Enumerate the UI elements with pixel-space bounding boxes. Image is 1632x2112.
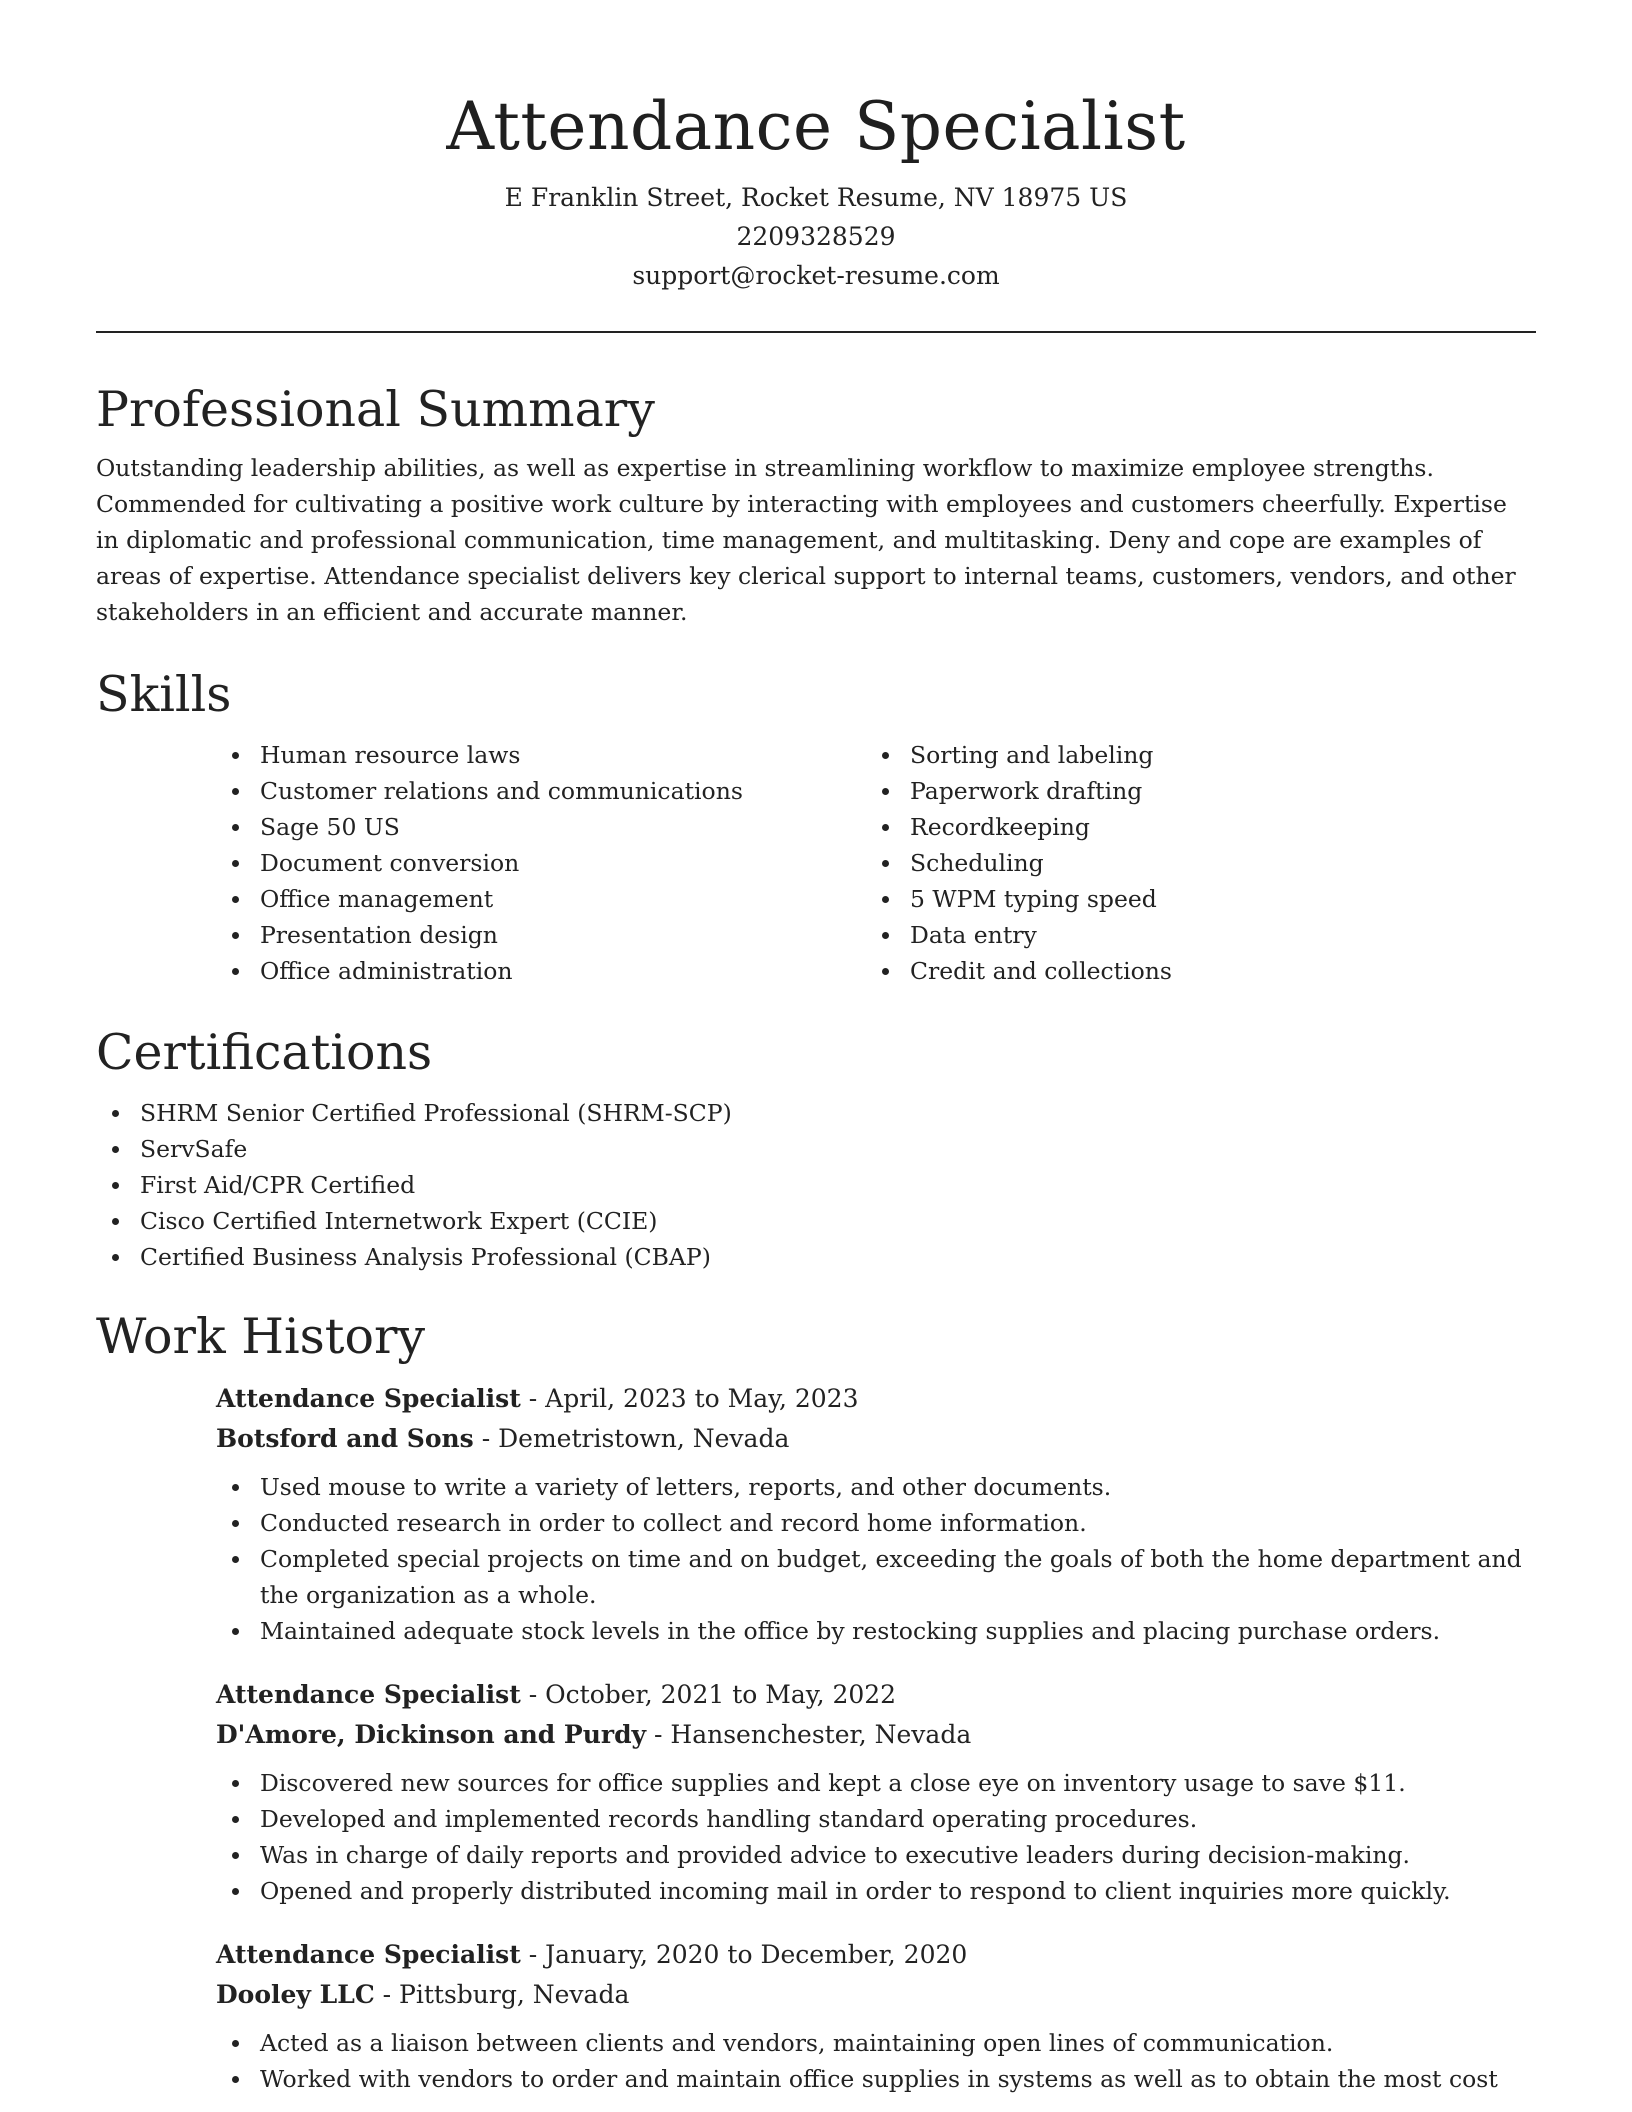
job-location: - Demetristown, Nevada <box>473 1424 790 1453</box>
job-bullet: Discovered new sources for office supplies and kept a close eye on inventory usage to save $11. <box>260 1765 1536 1801</box>
skill-item: Sage 50 US <box>260 809 866 845</box>
page-title: Attendance Specialist <box>446 88 1186 165</box>
job-bullets <box>216 1469 1536 1649</box>
skills-column-right <box>866 737 1516 989</box>
skills-columns <box>216 737 1536 989</box>
skill-item: Credit and collections <box>910 953 1516 989</box>
summary-heading: Professional Summary <box>96 381 655 438</box>
job-company-line <box>216 1975 1536 2015</box>
skill-item: Sorting and labeling <box>910 737 1516 773</box>
skill-item: Office management <box>260 881 866 917</box>
certifications-list <box>96 1095 1536 1275</box>
email-link[interactable]: support@rocket-resume.com <box>632 261 1000 290</box>
skill-item: Data entry <box>910 917 1516 953</box>
skills-section <box>96 665 1536 989</box>
job-bullet: Developed and implemented records handling standard operating procedures. <box>260 1801 1536 1837</box>
skill-item: Office administration <box>260 953 866 989</box>
job-bullet: Maintained adequate stock levels in the office by restocking supplies and placing purchase orders. <box>260 1613 1536 1649</box>
job-dates: - January, 2020 to December, 2020 <box>520 1940 968 1969</box>
skills-column-left <box>216 737 866 989</box>
summary-section <box>96 380 1536 630</box>
job-entry <box>216 1675 1536 1909</box>
certification-item: ServSafe <box>140 1131 1536 1167</box>
job-bullet: Opened and properly distributed incoming mail in order to respond to client inquiries more quickly. <box>260 1873 1536 1909</box>
certification-item: First Aid/CPR Certified <box>140 1167 1536 1203</box>
certification-item: Certified Business Analysis Professional (CBAP) <box>140 1239 1536 1275</box>
skill-item: Document conversion <box>260 845 866 881</box>
skill-item: Scheduling <box>910 845 1516 881</box>
job-bullet: Conducted research in order to collect and record home information. <box>260 1505 1536 1541</box>
resume-page <box>96 0 1536 2093</box>
job-company-line <box>216 1715 1536 1755</box>
job-bullet: Used mouse to write a variety of letters, reports, and other documents. <box>260 1469 1536 1505</box>
job-bullets <box>216 1765 1536 1909</box>
header-divider <box>96 331 1536 333</box>
certification-item: SHRM Senior Certified Professional (SHRM-SCP) <box>140 1095 1536 1131</box>
skill-item: 5 WPM typing speed <box>910 881 1516 917</box>
job-role: Attendance Specialist <box>216 1384 521 1413</box>
certification-item: Cisco Certified Internetwork Expert (CCIE) <box>140 1203 1536 1239</box>
address: E Franklin Street, Rocket Resume, NV 18975 US <box>504 183 1128 212</box>
skill-item: Paperwork drafting <box>910 773 1516 809</box>
skills-heading: Skills <box>96 666 232 723</box>
job-title-line <box>216 1935 1536 1975</box>
job-company: D'Amore, Dickinson and Purdy <box>216 1720 647 1749</box>
skill-item: Recordkeeping <box>910 809 1516 845</box>
work-history-section <box>96 1307 1536 2097</box>
job-location: - Hansenchester, Nevada <box>646 1720 972 1749</box>
job-bullet: Completed special projects on time and on budget, exceeding the goals of both the home department and the organization as a whole. <box>260 1541 1536 1613</box>
job-company: Dooley LLC <box>216 1980 375 2009</box>
job-role: Attendance Specialist <box>216 1680 521 1709</box>
phone: 2209328529 <box>736 222 896 251</box>
work-history-heading: Work History <box>96 1308 426 1365</box>
certifications-section <box>96 1023 1536 1275</box>
certifications-heading: Certifications <box>96 1024 433 1081</box>
contact-info <box>96 178 1536 295</box>
job-location: - Pittsburg, Nevada <box>374 1980 630 2009</box>
skill-item: Customer relations and communications <box>260 773 866 809</box>
skill-item: Presentation design <box>260 917 866 953</box>
job-dates: - April, 2023 to May, 2023 <box>520 1384 859 1413</box>
job-title-line <box>216 1379 1536 1419</box>
job-entry <box>216 1379 1536 1649</box>
job-entry <box>216 1935 1536 2097</box>
job-title-line <box>216 1675 1536 1715</box>
resume-header <box>96 0 1536 333</box>
job-bullet: Acted as a liaison between clients and vendors, maintaining open lines of communication. <box>260 2025 1536 2061</box>
job-bullet: Was in charge of daily reports and provided advice to executive leaders during decision-making. <box>260 1837 1536 1873</box>
job-company: Botsford and Sons <box>216 1424 474 1453</box>
summary-text: Outstanding leadership abilities, as well as expertise in streamlining workflow to maximize employee strengths. Commended for cultivating a positive work culture by interacting with employees and customers cheerfully. Expertise in diplomatic and professional communication, time management, and multitasking. Deny and cope are examples of areas of expertise. Attendance specialist delivers key clerical support to internal teams, customers, vendors, and other stakeholders in an efficient and accurate manner. <box>96 454 1516 626</box>
job-bullet: Worked with vendors to order and maintain office supplies in systems as well as to obtain the most cost <box>260 2061 1536 2097</box>
job-bullets <box>216 2025 1536 2097</box>
job-dates: - October, 2021 to May, 2022 <box>520 1680 897 1709</box>
job-role: Attendance Specialist <box>216 1940 521 1969</box>
job-company-line <box>216 1419 1536 1459</box>
skill-item: Human resource laws <box>260 737 866 773</box>
